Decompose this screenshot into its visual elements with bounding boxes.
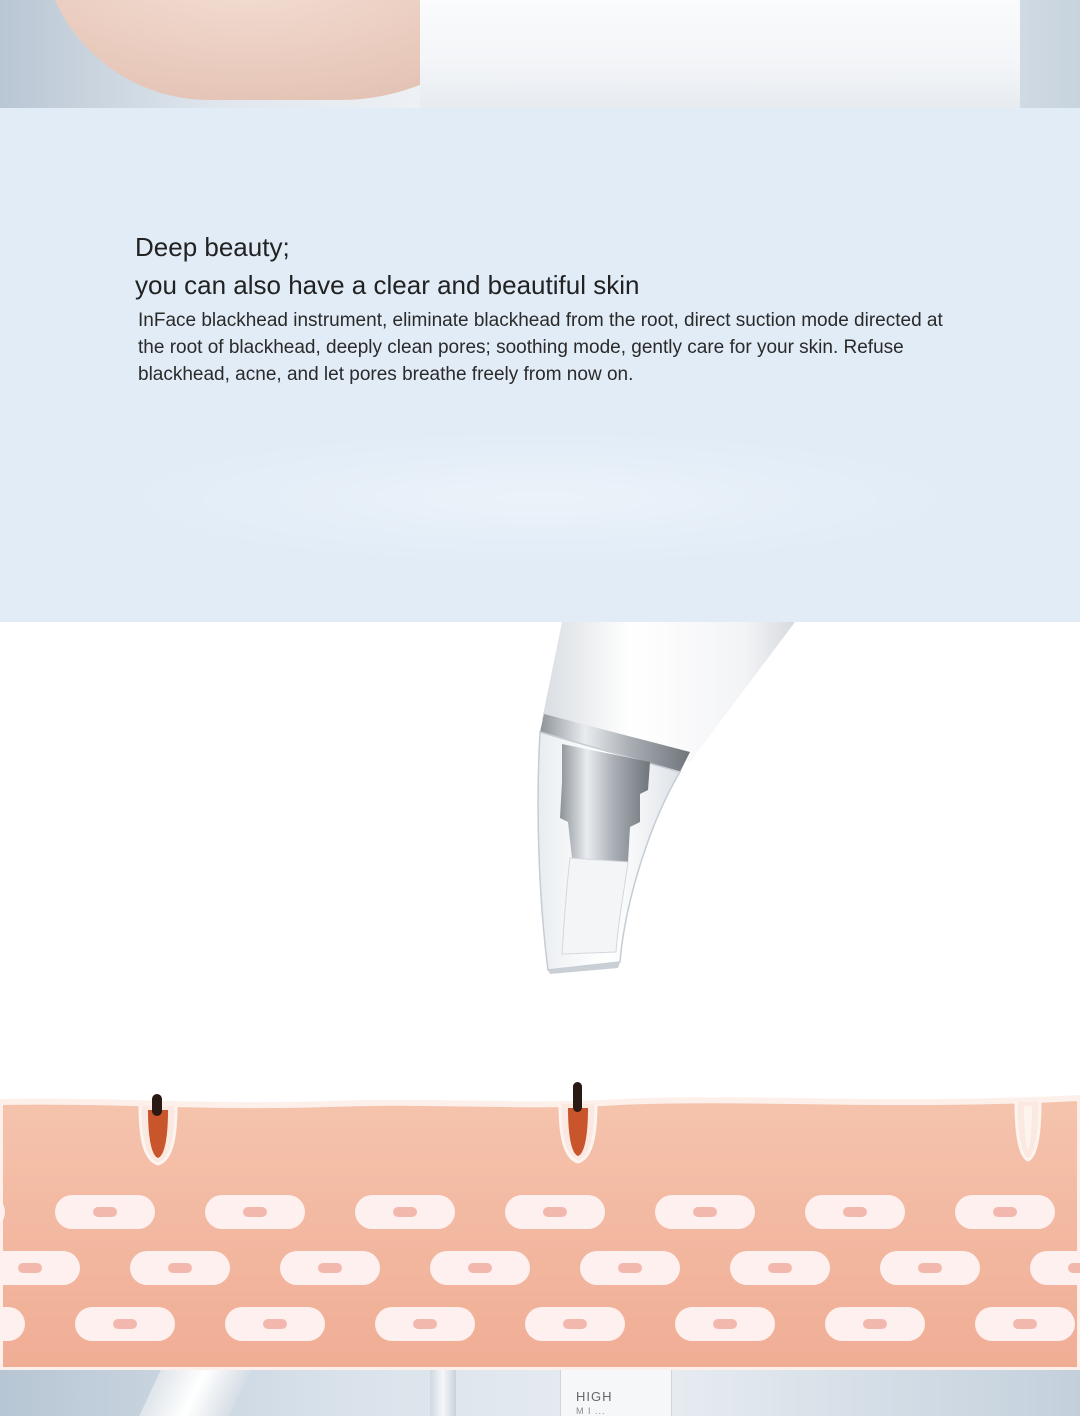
skin-cell-nucleus [18, 1263, 42, 1273]
skin-cell-nucleus [563, 1319, 587, 1329]
hero-photo-strip [0, 0, 1080, 108]
skin-cell-nucleus [768, 1263, 792, 1273]
product-tube-image [139, 1370, 250, 1416]
skin-cell-nucleus [113, 1319, 137, 1329]
bottle-label-line-2: M I ... [576, 1406, 606, 1416]
skin-cell-nucleus [318, 1263, 342, 1273]
skin-cell-nucleus [843, 1207, 867, 1217]
skin-cell-nucleus [468, 1263, 492, 1273]
skin-cell-nucleus [263, 1319, 287, 1329]
skin-cell-nucleus [543, 1207, 567, 1217]
bottle-label [576, 1390, 613, 1416]
product-vial-image [430, 1370, 456, 1416]
bottle-label-line-1: HIGH [576, 1389, 613, 1404]
skin-cell-nucleus [618, 1263, 642, 1273]
headline-line-1: Deep beauty; [135, 232, 290, 262]
skin-cell-nucleus [693, 1207, 717, 1217]
product-description: InFace blackhead instrument, eliminate blackhead from the root, direct suction mode directed at the root of blackhead, deeply clean pores; soothing mode, gently care for your skin. Refuse blackhead, acne, and let pores breathe freely from now on. [138, 310, 943, 385]
skin-cell-nucleus [918, 1263, 942, 1273]
skin-cell-nucleus [863, 1319, 887, 1329]
headline-line-2: you can also have a clear and beautiful skin [135, 270, 640, 300]
skin-cell-nucleus [168, 1263, 192, 1273]
skin-cell-nucleus [413, 1319, 437, 1329]
skin-cell-nucleus [713, 1319, 737, 1329]
skin-cell-nucleus [1013, 1319, 1037, 1329]
skin-cell-nucleus [993, 1207, 1017, 1217]
skin-cells-row-3 [0, 1307, 1075, 1341]
skin-cell-nucleus [1068, 1263, 1080, 1273]
skin-cell-nucleus [243, 1207, 267, 1217]
skin-cell-nucleus [93, 1207, 117, 1217]
blackhead-instrument-tip [500, 622, 820, 982]
intro-panel [0, 108, 1080, 622]
skin-cell-nucleus [393, 1207, 417, 1217]
shirt-image [420, 0, 1020, 108]
pore-blackhead-center [560, 1082, 596, 1162]
headline [135, 228, 639, 304]
panel-decoration [100, 428, 980, 568]
skin-pore-illustration [0, 1060, 1080, 1370]
bottom-product-photo-strip [0, 1370, 1080, 1416]
